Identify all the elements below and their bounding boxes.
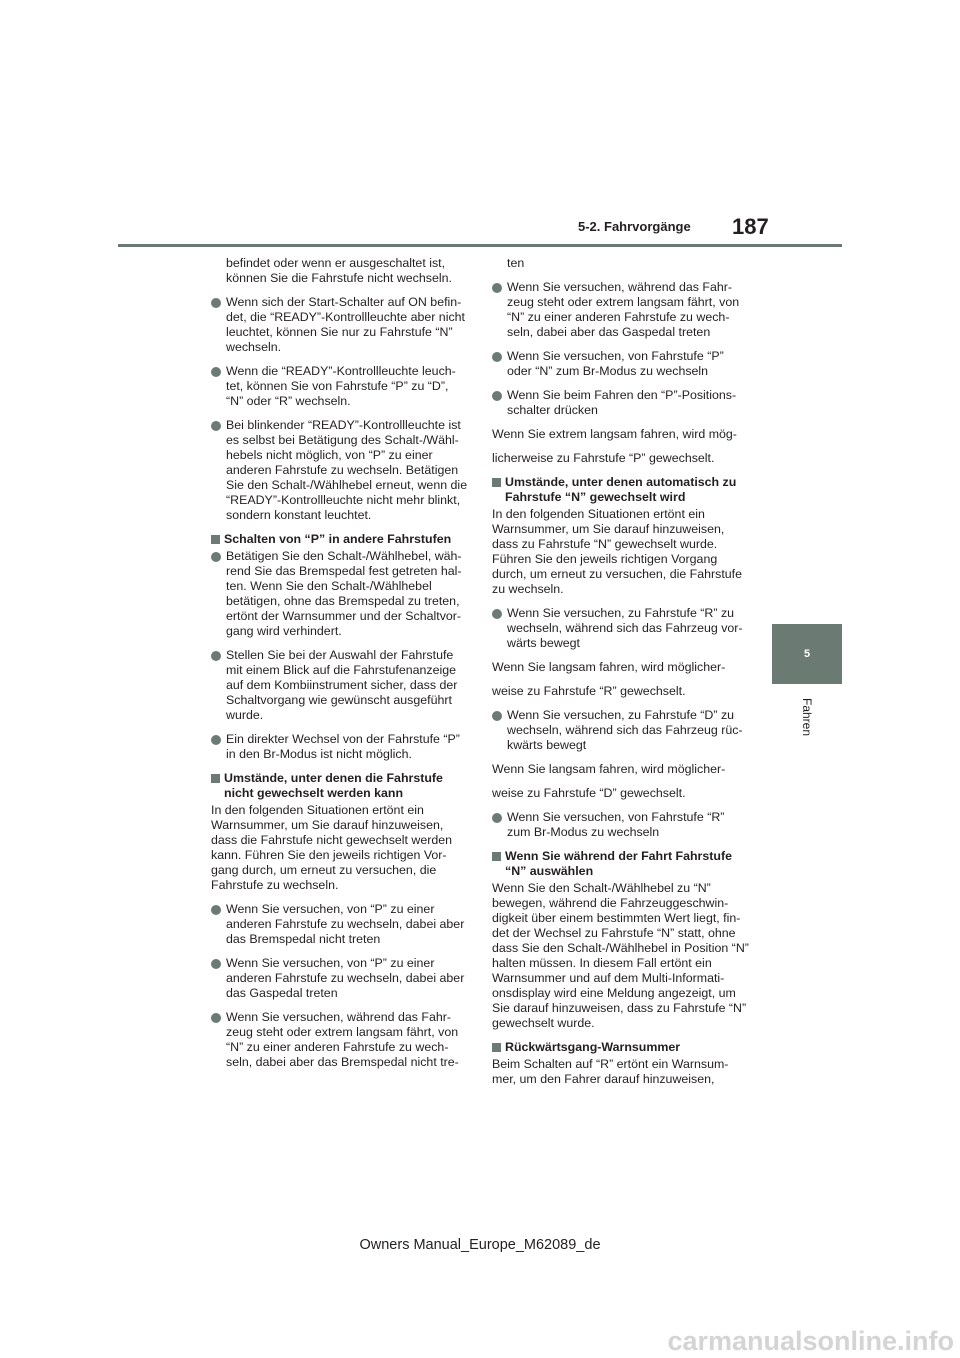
bullet-item — [211, 732, 469, 762]
body-line: weise zu Fahrstufe “R” gewechselt. — [492, 684, 686, 698]
bullet-text: Bei blinkender “READY”-Kontrollleuchte ist es selbst bei Betätigung des Schalt-/Wähl-hebels nicht möglich, von “P” zu einer anderen Fahrstufe zu wechseln. Betätigen Sie den Schalt-/Wählhebel erneut, wenn die “READY”-Kontrollleuchte nicht mehr blinkt, sondern konstant leuchtet. — [226, 418, 468, 522]
bullet-item — [492, 388, 750, 418]
subheading-text: Umstände, unter denen die Fahrstufe nicht gewechselt werden kann — [224, 771, 443, 800]
body-paragraph: In den folgenden Situationen ertönt ein Warnsummer, um Sie darauf hinzuweisen, dass die Fahrstufe nicht gewechselt werden kann. Führen Sie den jeweils richtigen Vor-gang durch, um erneut zu versuchen, die Fahrstufe zu wechseln. — [211, 803, 453, 892]
bullet-item — [492, 606, 750, 651]
square-marker-icon — [211, 774, 220, 783]
bullet-text: Wenn Sie versuchen, während das Fahr-zeug steht oder extrem langsam fährt, von “N” zu einer anderen Fahrstufe zu wech-seln, dabei aber das Gaspedal treten — [507, 280, 740, 339]
square-marker-icon — [492, 852, 501, 861]
bullet-dot-icon — [211, 735, 221, 745]
bullet-item — [211, 902, 469, 947]
footer-text: Owners Manual_Europe_M62089_de — [359, 1237, 601, 1253]
bullet-text: Stellen Sie bei der Auswahl der Fahrstufe mit einem Blick auf die Fahrstufenanzeige auf dem Kombiinstrument sicher, dass der Schaltvorgang wie gewünscht ausgeführt wurde. — [226, 648, 458, 722]
bullet-dot-icon — [211, 367, 221, 377]
chapter-number: 5 — [803, 648, 811, 660]
bullet-item — [211, 648, 469, 723]
square-marker-icon — [211, 535, 220, 544]
bullet-item — [211, 549, 469, 639]
body-line: Wenn Sie langsam fahren, wird möglicher- — [492, 762, 726, 776]
bullet-dot-icon — [492, 813, 502, 823]
bullet-dot-icon — [211, 552, 221, 562]
body-paragraph: ten — [507, 256, 525, 270]
body-line: weise zu Fahrstufe “D” gewechselt. — [492, 786, 686, 800]
right-column — [492, 256, 750, 1096]
bullet-dot-icon — [211, 421, 221, 431]
bullet-text: Wenn die “READY”-Kontrollleuchte leuch-tet, können Sie von Fahrstufe “P” zu “D”, “N” oder “R” wechseln. — [226, 364, 456, 408]
bullet-text: Wenn sich der Start-Schalter auf ON befin-det, die “READY”-Kontrollleuchte aber nicht leuchtet, können Sie nur zu Fahrstufe “N” wechseln. — [226, 295, 465, 354]
bullet-text: Wenn Sie versuchen, während das Fahr-zeug steht oder extrem langsam fährt, von “N” zu einer anderen Fahrstufe zu wech-seln, dabei aber das Bremspedal nicht tre- — [226, 1010, 459, 1069]
bullet-item — [211, 1010, 469, 1070]
bullet-dot-icon — [492, 283, 502, 293]
watermark: carmanualsonline.info — [667, 1326, 954, 1356]
subheading — [211, 532, 469, 547]
bullet-item — [492, 708, 750, 753]
bullet-dot-icon — [492, 609, 502, 619]
header-rule — [118, 244, 842, 247]
bullet-text: Wenn Sie versuchen, von “P” zu einer anderen Fahrstufe zu wechseln, dabei aber das Gaspedal treten — [226, 956, 465, 1000]
left-column — [211, 256, 469, 1079]
bullet-dot-icon — [492, 352, 502, 362]
bullet-dot-icon — [492, 711, 502, 721]
bullet-text: Wenn Sie versuchen, zu Fahrstufe “D” zu wechseln, während sich das Fahrzeug rüc-kwärts bewegt — [507, 708, 743, 752]
body-paragraph: Wenn Sie den Schalt-/Wählhebel zu “N” bewegen, während die Fahrzeuggeschwin-digkeit über einem bestimmten Wert liegt, fin-det der Wechsel zu Fahrstufe “N” statt, ohne dass Sie den Schalt-/Wählhebel in Position “N” halten müssen. In diesem Fall ertönt ein Warnsummer und auf dem Multi-Informati-onsdisplay wird eine Meldung angezeigt, um Sie darauf hinzuweisen, dass zu Fahrstufe “N” gewechselt wurde. — [492, 881, 749, 1030]
body-paragraph: Beim Schalten auf “R” ertönt ein Warnsum-mer, um den Fahrer darauf hinzuweisen, — [492, 1057, 729, 1086]
body-paragraph: In den folgenden Situationen ertönt ein Warnsummer, um Sie darauf hinzuweisen, dass zu Fahrstufe “N” gewechselt wurde. Führen Sie den jeweils richtigen Vorgang durch, um erneut zu versuchen, die Fahrstufe zu wechseln. — [492, 507, 743, 596]
bullet-text: Ein direkter Wechsel von der Fahrstufe “P” in den Br-Modus ist nicht möglich. — [226, 732, 460, 761]
subheading — [211, 771, 469, 801]
bullet-dot-icon — [211, 1013, 221, 1023]
body-paragraph: befindet oder wenn er ausgeschaltet ist, können Sie die Fahrstufe nicht wechseln. — [226, 256, 452, 285]
body-line: Wenn Sie langsam fahren, wird möglicher- — [492, 660, 726, 674]
subheading — [492, 1040, 750, 1055]
bullet-text: Wenn Sie versuchen, von Fahrstufe “P” oder “N” zum Br-Modus zu wechseln — [507, 349, 724, 378]
subheading-text: Wenn Sie während der Fahrt Fahrstufe “N” auswählen — [505, 849, 732, 878]
chapter-label — [799, 692, 815, 742]
square-marker-icon — [492, 1043, 501, 1052]
bullet-item — [211, 418, 469, 523]
subheading — [492, 475, 750, 505]
bullet-dot-icon — [211, 905, 221, 915]
bullet-dot-icon — [211, 959, 221, 969]
subheading-text: Rückwärtsgang-Warnsummer — [505, 1040, 681, 1054]
bullet-dot-icon — [211, 298, 221, 308]
section-title: 5-2. Fahrvorgänge — [578, 219, 691, 234]
bullet-item — [492, 349, 750, 379]
bullet-dot-icon — [492, 391, 502, 401]
bullet-text: Wenn Sie versuchen, zu Fahrstufe “R” zu wechseln, während sich das Fahrzeug vor-wärts bewegt — [507, 606, 743, 650]
bullet-item — [492, 280, 750, 340]
chapter-label-text: Fahren — [800, 697, 814, 737]
page-number: 187 — [732, 214, 769, 239]
bullet-item — [211, 295, 469, 355]
subheading-text: Schalten von “P” in andere Fahrstufen — [224, 532, 452, 546]
square-marker-icon — [492, 478, 501, 487]
subheading-text: Umstände, unter denen automatisch zu Fahrstufe “N” gewechselt wird — [505, 475, 737, 504]
bullet-text: Wenn Sie beim Fahren den “P”-Positions-schalter drücken — [507, 388, 737, 417]
bullet-item — [492, 810, 750, 840]
bullet-text: Betätigen Sie den Schalt-/Wählhebel, wäh-rend Sie das Bremspedal fest getreten hal-ten. Wenn Sie den Schalt-/Wählhebel betätigen, ohne das Bremspedal zu treten, ertönt der Warnsummer und der Schaltvor-gang wird verhindert. — [226, 549, 462, 638]
bullet-text: Wenn Sie versuchen, von “P” zu einer anderen Fahrstufe zu wechseln, dabei aber das Bremspedal nicht treten — [226, 902, 465, 946]
body-line: licherweise zu Fahrstufe “P” gewechselt. — [492, 451, 715, 465]
body-line: Wenn Sie extrem langsam fahren, wird mög- — [492, 427, 737, 441]
bullet-dot-icon — [211, 651, 221, 661]
chapter-tab — [772, 624, 842, 684]
bullet-item — [211, 364, 469, 409]
bullet-item — [211, 956, 469, 1001]
bullet-text: Wenn Sie versuchen, von Fahrstufe “R” zum Br-Modus zu wechseln — [507, 810, 725, 839]
subheading — [492, 849, 750, 879]
